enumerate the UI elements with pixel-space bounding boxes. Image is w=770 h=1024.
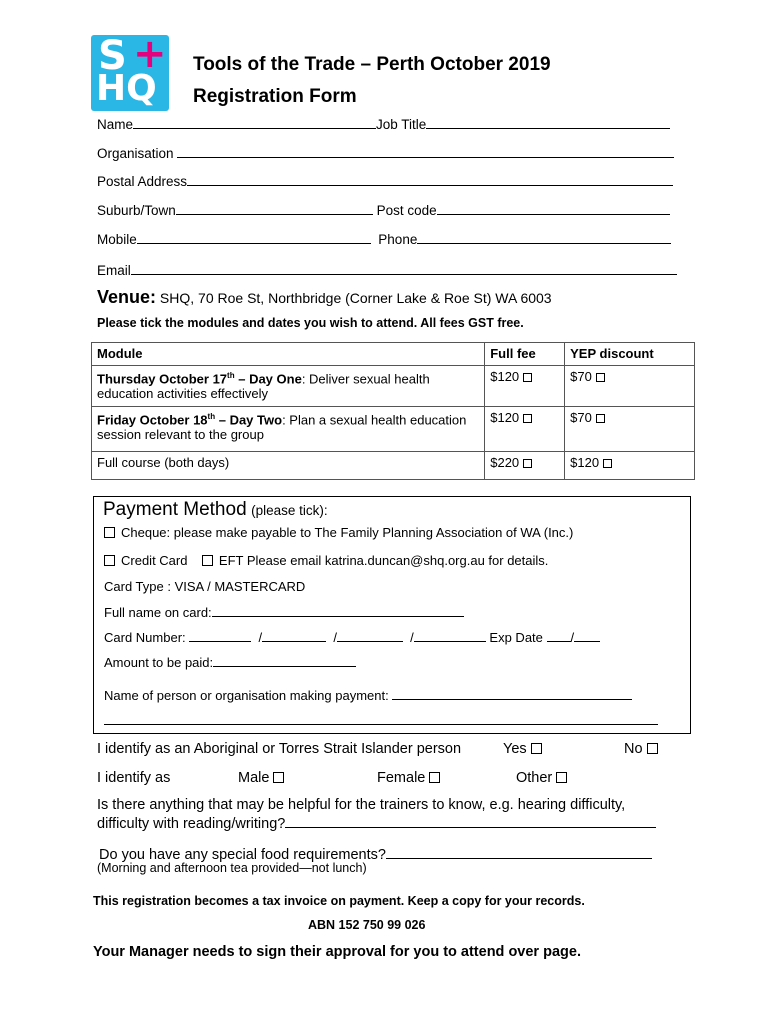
table-header-row <box>92 343 695 366</box>
amount-field[interactable] <box>213 654 356 667</box>
fee-checkbox[interactable] <box>523 414 532 423</box>
modules-table <box>91 342 695 480</box>
phone-label: Phone <box>378 232 418 247</box>
card-eft-row <box>104 553 548 568</box>
atsi-no-label: No <box>624 741 643 757</box>
yep-checkbox[interactable] <box>596 373 605 382</box>
suburb-label: Suburb/Town <box>97 203 176 218</box>
card-number-label: Card Number: <box>104 630 186 645</box>
atsi-no <box>624 741 658 757</box>
payer-label: Name of person or organisation making payment: <box>104 688 389 703</box>
job-title-label: Job Title <box>376 117 427 132</box>
payment-heading-row <box>103 499 328 521</box>
credit-card-label: Credit Card <box>121 553 188 568</box>
male-checkbox[interactable] <box>273 772 284 783</box>
name-label: Name <box>97 117 134 132</box>
logo-s: S <box>98 33 127 79</box>
postal-address-row <box>97 173 673 189</box>
yep-cell <box>565 407 695 452</box>
credit-card-checkbox[interactable] <box>104 555 115 566</box>
card-number-field-4[interactable] <box>414 629 486 642</box>
fee-cell <box>485 452 565 480</box>
module-cell <box>92 407 485 452</box>
payment-heading: Payment Method <box>103 499 247 520</box>
gender-question: I identify as <box>97 770 171 786</box>
table-row <box>92 407 695 452</box>
venue-text: SHQ, 70 Roe St, Northbridge (Corner Lake & Roe St) WA 6003 <box>159 290 552 306</box>
helpful-question-line2 <box>97 815 656 832</box>
module-desc: : Plan a sexual health education session relevant to the group <box>97 412 467 443</box>
yep-checkbox[interactable] <box>596 414 605 423</box>
card-number-field-1[interactable] <box>189 629 251 642</box>
amount-row <box>104 654 356 670</box>
gender-male <box>238 770 284 786</box>
logo-plus: + <box>133 31 167 77</box>
other-label: Other <box>516 770 553 786</box>
module-cell <box>92 366 485 407</box>
mobile-row <box>97 231 671 247</box>
food-question: Do you have any special food requirements? <box>99 847 386 863</box>
full-name-field[interactable] <box>212 604 464 617</box>
card-number-field-2[interactable] <box>262 629 326 642</box>
post-code-label: Post code <box>376 203 437 218</box>
tax-invoice-note: This registration becomes a tax invoice on payment. Keep a copy for your records. <box>93 894 585 908</box>
male-label: Male <box>238 770 270 786</box>
atsi-no-checkbox[interactable] <box>647 743 658 754</box>
atsi-yes-label: Yes <box>503 741 527 757</box>
fee-checkbox[interactable] <box>523 459 532 468</box>
payer-field[interactable] <box>392 687 632 700</box>
job-title-field[interactable] <box>426 116 670 129</box>
manager-approval-note: Your Manager needs to sign their approval for you to attend over page. <box>93 944 581 960</box>
gender-other <box>516 770 567 786</box>
module-instructions: Please tick the modules and dates you wish to attend. All fees GST free. <box>97 316 524 330</box>
fee-value: $120 <box>490 369 520 384</box>
atsi-yes <box>503 741 542 757</box>
module-day-title: – Day One <box>234 371 302 387</box>
form-subtitle: Registration Form <box>193 86 357 107</box>
female-label: Female <box>377 770 426 786</box>
food-field[interactable] <box>386 846 652 859</box>
postal-address-label: Postal Address <box>97 174 188 189</box>
postal-address-field[interactable] <box>187 173 673 186</box>
header-full-fee: Full fee <box>485 343 565 366</box>
amount-label: Amount to be paid: <box>104 655 214 670</box>
email-field[interactable] <box>131 262 677 275</box>
atsi-question: I identify as an Aboriginal or Torres Strait Islander person <box>97 741 462 757</box>
mobile-label: Mobile <box>97 232 137 247</box>
table-row <box>92 452 695 480</box>
gender-female <box>377 770 440 786</box>
header-module: Module <box>92 343 485 366</box>
email-label: Email <box>97 263 131 278</box>
card-number-row: Card Number: / / / Exp Date / <box>104 629 600 645</box>
table-row <box>92 366 695 407</box>
fee-checkbox[interactable] <box>523 373 532 382</box>
name-row <box>97 116 670 132</box>
name-field[interactable] <box>133 116 376 129</box>
mobile-field[interactable] <box>137 231 371 244</box>
payer-field-line-2[interactable] <box>104 712 658 725</box>
cheque-label: Cheque: please make payable to The Family Planning Association of WA (Inc.) <box>121 525 574 540</box>
venue-label: Venue: <box>97 287 157 307</box>
exp-month-field[interactable] <box>547 629 571 642</box>
yep-value: $120 <box>570 455 600 470</box>
organisation-label: Organisation <box>97 146 174 161</box>
cheque-checkbox[interactable] <box>104 527 115 538</box>
venue <box>97 287 552 308</box>
form-title: Tools of the Trade – Perth October 2019 <box>193 54 551 75</box>
helpful-question-line1: Is there anything that may be helpful for the trainers to know, e.g. hearing difficulty, <box>97 797 626 813</box>
module-day-title: – Day Two <box>215 412 283 428</box>
yep-value: $70 <box>570 410 592 425</box>
module-day: Thursday October 17 <box>97 371 228 387</box>
card-number-field-3[interactable] <box>337 629 403 642</box>
cheque-row <box>104 525 573 540</box>
phone-field[interactable] <box>417 231 671 244</box>
exp-date-label: Exp Date <box>489 630 543 645</box>
payer-row <box>104 687 632 703</box>
header-yep: YEP discount <box>565 343 695 366</box>
payment-heading-note: (please tick): <box>251 503 328 518</box>
suburb-row <box>97 202 670 218</box>
atsi-yes-checkbox[interactable] <box>531 743 542 754</box>
other-checkbox[interactable] <box>556 772 567 783</box>
organisation-row <box>97 145 674 161</box>
female-checkbox[interactable] <box>429 772 440 783</box>
post-code-field[interactable] <box>437 202 670 215</box>
suburb-field[interactable] <box>176 202 373 215</box>
yep-checkbox[interactable] <box>603 459 612 468</box>
eft-checkbox[interactable] <box>202 555 213 566</box>
fee-cell <box>485 407 565 452</box>
exp-year-field[interactable] <box>574 629 600 642</box>
module-day-suffix: th <box>227 371 235 380</box>
fee-value: $120 <box>490 410 520 425</box>
organisation-field[interactable] <box>177 145 674 158</box>
full-name-row <box>104 604 464 620</box>
module-cell <box>92 452 485 480</box>
module-desc: Full course (both days) <box>97 455 230 470</box>
abn: ABN 152 750 99 026 <box>308 918 426 932</box>
eft-label: EFT Please email katrina.duncan@shq.org.au for details. <box>218 553 549 568</box>
yep-value: $70 <box>570 369 592 384</box>
card-type: Card Type : VISA / MASTERCARD <box>104 579 306 594</box>
fee-value: $220 <box>490 455 520 470</box>
full-name-label: Full name on card: <box>104 605 212 620</box>
yep-cell <box>565 452 695 480</box>
helpful-question-text: difficulty with reading/writing? <box>97 816 286 832</box>
module-day-suffix: th <box>207 412 216 421</box>
module-day: Friday October 18 <box>97 412 208 428</box>
fee-cell <box>485 366 565 407</box>
logo-hq: HQ <box>96 68 157 109</box>
yep-cell <box>565 366 695 407</box>
email-row <box>97 262 677 278</box>
food-note: (Morning and afternoon tea provided—not lunch) <box>97 861 367 875</box>
shq-logo <box>91 31 169 111</box>
helpful-field[interactable] <box>285 815 656 828</box>
module-desc: : Deliver sexual health education activities effectively <box>97 371 430 402</box>
